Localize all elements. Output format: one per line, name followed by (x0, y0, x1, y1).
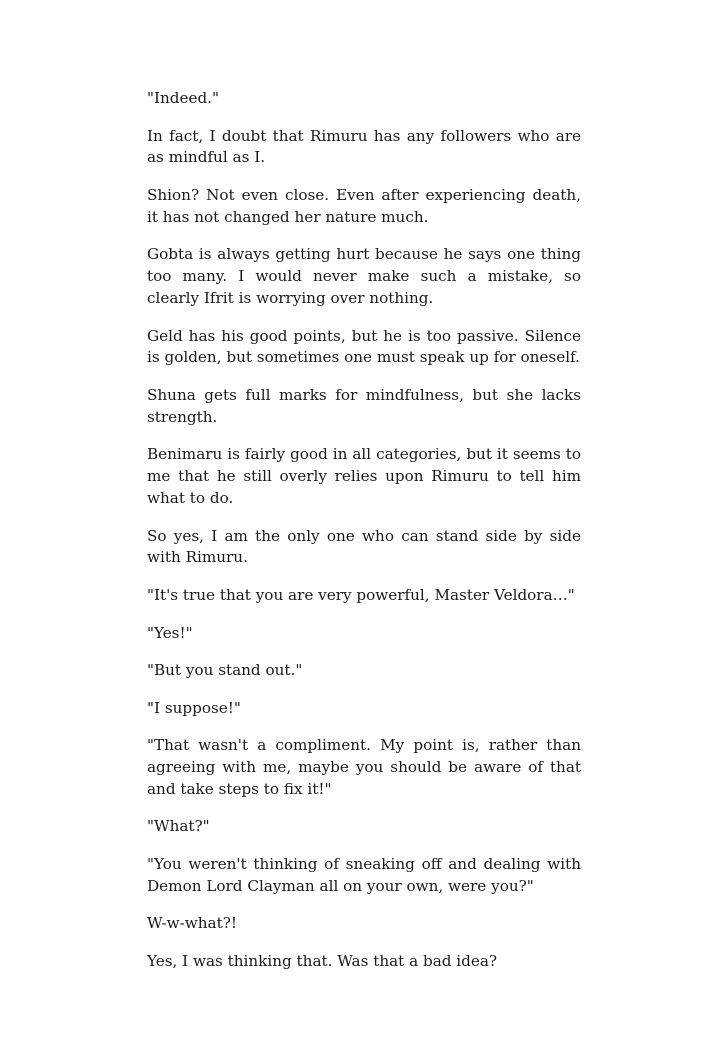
paragraph: "That wasn't a compliment. My point is, rather than agreeing with me, maybe you should be aware of that and take steps to fix it!" (147, 736, 581, 798)
paragraph: "Yes!" (147, 623, 193, 642)
book-page-text (147, 88, 581, 973)
paragraph: "But you stand out." (147, 661, 303, 680)
paragraph: "What?" (147, 817, 210, 836)
paragraph: Yes, I was thinking that. Was that a bad idea? (147, 952, 498, 971)
paragraph: "It's true that you are very powerful, Master Veldora…" (147, 585, 575, 604)
paragraph: "You weren't thinking of sneaking off and dealing with Demon Lord Clayman all on your own, were you?" (147, 855, 581, 895)
paragraph: "I suppose!" (147, 698, 241, 717)
paragraph: Benimaru is fairly good in all categories, but it seems to me that he still overly relies upon Rimuru to tell him what to do. (147, 445, 581, 507)
paragraph: W-w-what?! (147, 914, 237, 933)
paragraph: Gobta is always getting hurt because he says one thing too many. I would never make such a mistake, so clearly Ifrit is worrying over nothing. (147, 245, 581, 307)
paragraph: So yes, I am the only one who can stand side by side with Rimuru. (147, 526, 581, 567)
paragraph: "Indeed." (147, 89, 219, 107)
paragraph: In fact, I doubt that Rimuru has any followers who are as mindful as I. (147, 126, 581, 167)
paragraph: Shion? Not even close. Even after experiencing death, it has not changed her nature much. (147, 185, 581, 226)
paragraph: Geld has his good points, but he is too passive. Silence is golden, but sometimes one must speak up for oneself. (147, 326, 581, 367)
paragraph: Shuna gets full marks for mindfulness, but she lacks strength. (147, 385, 581, 426)
